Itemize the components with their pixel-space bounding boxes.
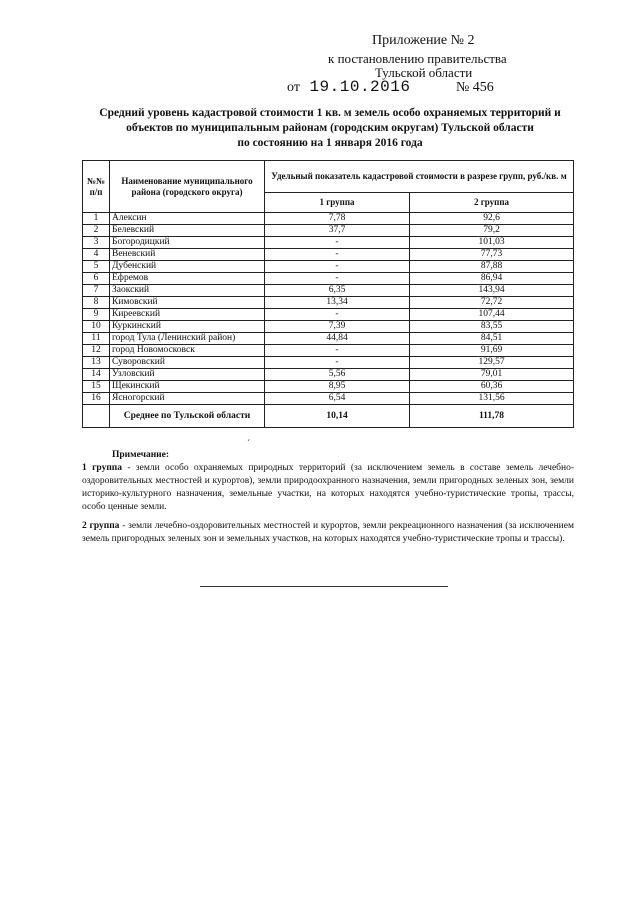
row-number: 3 — [83, 237, 110, 249]
date-prefix: от — [287, 80, 300, 95]
row-group2: 72,72 — [410, 297, 574, 309]
total-name: Среднее по Тульской области — [110, 405, 265, 428]
note-group1-text: - земли особо охраняемых природных территорий (за исключением земель в составе земель лечебно-оздоровительных местностей и курортов), земли природоохранного назначения, земли пригородных зеленых зон, земли историко-культурного назначения, земельные участки, на которых находятся учебно-туристические тропы, трассы, особо ценные земли. — [82, 463, 575, 512]
page-title — [80, 106, 580, 151]
row-name: Щекинский — [110, 381, 265, 393]
row-number: 6 — [83, 273, 110, 285]
row-name: Дубенский — [110, 261, 265, 273]
table-row — [83, 225, 574, 237]
closing-rule — [200, 586, 448, 587]
row-number: 16 — [83, 393, 110, 405]
total-group1: 10,14 — [265, 405, 410, 428]
row-name: Веневский — [110, 249, 265, 261]
note-group1-label: 1 группа — [82, 463, 123, 473]
row-number: 1 — [83, 213, 110, 225]
table-row — [83, 309, 574, 321]
row-number: 15 — [83, 381, 110, 393]
row-number: 7 — [83, 285, 110, 297]
total-row — [83, 405, 574, 428]
row-group1: - — [265, 357, 410, 369]
row-number: 12 — [83, 345, 110, 357]
cadastral-value-table — [82, 160, 574, 428]
row-group1: 7,39 — [265, 321, 410, 333]
note-block — [82, 449, 575, 546]
row-group2: 84,51 — [410, 333, 574, 345]
title-line-3: по состоянию на 1 января 2016 года — [237, 137, 423, 149]
row-number: 4 — [83, 249, 110, 261]
row-group1: 37,7 — [265, 225, 410, 237]
row-name: Белевский — [110, 225, 265, 237]
row-number: 8 — [83, 297, 110, 309]
row-group1: - — [265, 261, 410, 273]
row-group2: 101,03 — [410, 237, 574, 249]
row-group2: 92,6 — [410, 213, 574, 225]
col-header-group: Удельный показатель кадастровой стоимости в разрезе групп, руб./кв. м — [265, 161, 574, 193]
note-group1 — [82, 462, 574, 514]
table-row — [83, 273, 574, 285]
row-group1: 8,95 — [265, 381, 410, 393]
row-name: город Тула (Ленинский район) — [110, 333, 265, 345]
table-row — [83, 369, 574, 381]
table-row — [83, 213, 574, 225]
row-group1: 7,78 — [265, 213, 410, 225]
row-group1: 13,34 — [265, 297, 410, 309]
col-header-number: №№ п/п — [83, 161, 110, 213]
row-number: 2 — [83, 225, 110, 237]
row-group2: 131,56 — [410, 393, 574, 405]
row-group1: 5,56 — [265, 369, 410, 381]
table-row — [83, 333, 574, 345]
row-name: Куркинский — [110, 321, 265, 333]
row-number: 10 — [83, 321, 110, 333]
table-row — [83, 249, 574, 261]
table-row — [83, 393, 574, 405]
total-number — [83, 405, 110, 428]
row-number: 11 — [83, 333, 110, 345]
row-number: 14 — [83, 369, 110, 381]
row-group2: 87,88 — [410, 261, 574, 273]
table-row — [83, 345, 574, 357]
row-name: Ефремов — [110, 273, 265, 285]
row-group1: - — [265, 249, 410, 261]
row-name: город Новомосковск — [110, 345, 265, 357]
row-name: Заокский — [110, 285, 265, 297]
resolution-date: 19.10.2016 — [309, 78, 411, 96]
row-group2: 91,69 — [410, 345, 574, 357]
row-group1: - — [265, 309, 410, 321]
row-name: Алексин — [110, 213, 265, 225]
row-group1: 6,35 — [265, 285, 410, 297]
row-group2: 86,94 — [410, 273, 574, 285]
row-group2: 107,44 — [410, 309, 574, 321]
stray-mark: ´ — [247, 439, 251, 450]
row-name: Ясногорский — [110, 393, 265, 405]
row-name: Кимовский — [110, 297, 265, 309]
table-row — [83, 381, 574, 393]
row-number: 13 — [83, 357, 110, 369]
table-row — [83, 357, 574, 369]
row-number: 9 — [83, 309, 110, 321]
note-group2 — [82, 520, 574, 546]
row-group1: 44,84 — [265, 333, 410, 345]
row-group2: 79,2 — [410, 225, 574, 237]
note-group2-label: 2 группа — [82, 521, 120, 531]
row-group1: 6,54 — [265, 393, 410, 405]
row-group1: - — [265, 273, 410, 285]
row-group2: 83,55 — [410, 321, 574, 333]
row-group2: 143,94 — [410, 285, 574, 297]
resolution-number: № 456 — [455, 80, 494, 95]
col-header-name: Наименование муниципального района (городского округа) — [110, 161, 265, 213]
date-line — [287, 78, 494, 96]
row-name: Богородицкий — [110, 237, 265, 249]
col-header-group1: 1 группа — [265, 193, 410, 213]
total-group2: 111,78 — [410, 405, 574, 428]
resolution-label: к постановлению правительства — [328, 51, 507, 66]
row-name: Киреевский — [110, 309, 265, 321]
note-group2-text: - земли лечебно-оздоровительных местностей и курортов, земли рекреационного назначения (за исключением земель пригородных зеленых зон и земельных участков, на которых находятся учебно-туристические тропы и трассы). — [82, 521, 574, 544]
title-line-1: Средний уровень кадастровой стоимости 1 кв. м земель особо охраняемых территорий и — [99, 107, 561, 119]
row-group1: - — [265, 345, 410, 357]
row-group2: 79,01 — [410, 369, 574, 381]
table-row — [83, 285, 574, 297]
table-row — [83, 321, 574, 333]
appendix-label: Приложение № 2 — [372, 33, 475, 48]
row-group1: - — [265, 237, 410, 249]
row-number: 5 — [83, 261, 110, 273]
note-heading: Примечание: — [112, 450, 170, 460]
row-group2: 77,73 — [410, 249, 574, 261]
table-row — [83, 237, 574, 249]
col-header-group2: 2 группа — [410, 193, 574, 213]
row-group2: 129,57 — [410, 357, 574, 369]
title-line-2: объектов по муниципальным районам (городским округам) Тульской области — [126, 122, 534, 134]
table-row — [83, 261, 574, 273]
row-name: Суворовский — [110, 357, 265, 369]
row-group2: 60,36 — [410, 381, 574, 393]
region-label: Тульской области — [375, 65, 473, 80]
row-name: Узловский — [110, 369, 265, 381]
table-row — [83, 297, 574, 309]
